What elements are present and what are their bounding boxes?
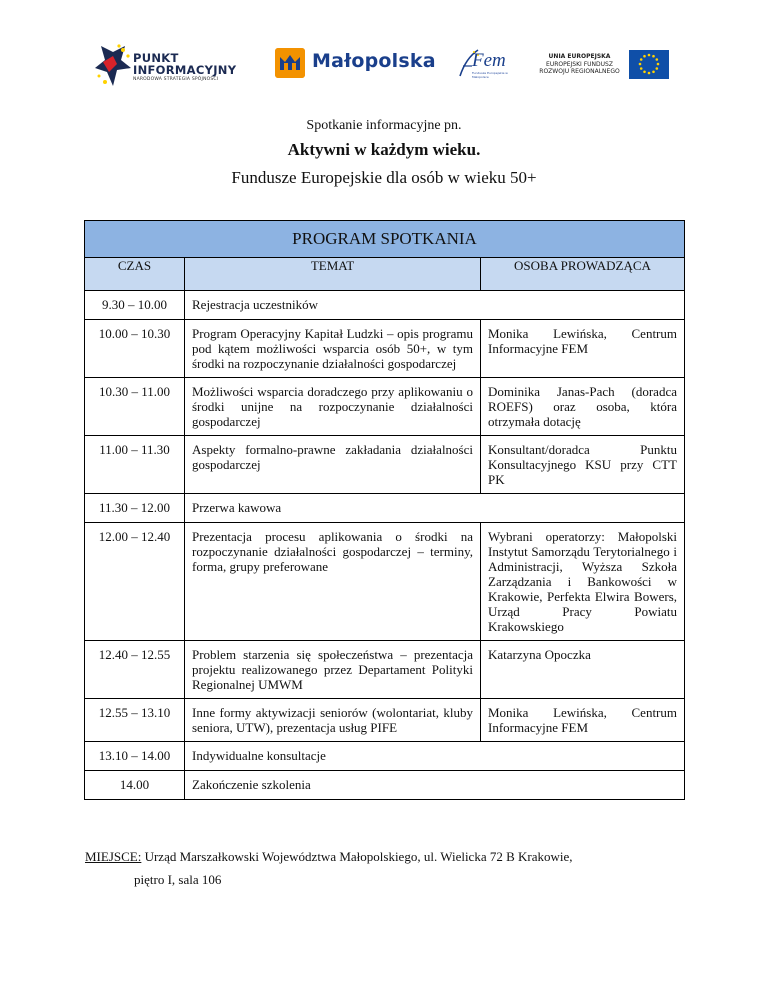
place-line xyxy=(85,849,573,865)
row-topic: Problem starzenia się społeczeństwa – prezentacja projektu realizowanego przez Departament Polityki Regionalnej UMWM xyxy=(185,641,481,699)
fem-name: Fem xyxy=(472,50,506,71)
header-person: OSOBA PROWADZĄCA xyxy=(481,258,685,291)
row-time: 13.10 – 14.00 xyxy=(85,742,185,771)
row-person: Konsultant/doradca Punktu Konsultacyjnego KSU przy CTT PK xyxy=(481,436,685,494)
ue-line3: ROZWOJU REGIONALNEGO xyxy=(539,68,620,75)
row-time: 12.00 – 12.40 xyxy=(85,523,185,641)
row-time: 9.30 – 10.00 xyxy=(85,291,185,320)
row-topic: Prezentacja procesu aplikowania o środki na rozpoczynanie działalności gospodarczej – terminy, forma, grupy preferowane xyxy=(185,523,481,641)
malopolska-logo xyxy=(275,48,435,82)
table-row xyxy=(85,523,685,641)
place-address: Urząd Marszałkowski Województwa Małopolskiego, ul. Wielicka 72 B Krakowie, xyxy=(141,849,573,864)
table-row xyxy=(85,436,685,494)
punkt-line1: PUNKT xyxy=(133,51,179,65)
row-topic: Zakończenie szkolenia xyxy=(185,771,685,800)
event-subtitle: Fundusze Europejskie dla osób w wieku 50+ xyxy=(231,168,537,187)
table-row xyxy=(85,320,685,378)
row-person: Monika Lewińska, Centrum Informacyjne FEM xyxy=(481,699,685,742)
row-topic: Możliwości wsparcia doradczego przy aplikowaniu o środki unijne na rozpoczynanie działalności gospodarczej xyxy=(185,378,481,436)
table-row xyxy=(85,641,685,699)
punkt-informacyjny-logo xyxy=(95,42,245,90)
table-row xyxy=(85,699,685,742)
crown-icon xyxy=(275,48,305,78)
star-flag-icon xyxy=(95,42,135,90)
place-room: piętro I, sala 106 xyxy=(134,872,222,887)
table-row xyxy=(85,742,685,771)
logo-bar xyxy=(0,40,768,95)
table-row xyxy=(85,771,685,800)
row-person: Dominika Janas-Pach (doradca ROEFS) oraz osoba, która otrzymała dotację xyxy=(481,378,685,436)
row-time: 14.00 xyxy=(85,771,185,800)
table-row xyxy=(85,291,685,320)
ue-line1: UNIA EUROPEJSKA xyxy=(548,53,611,60)
row-time: 10.30 – 11.00 xyxy=(85,378,185,436)
row-topic: Indywidualne konsultacje xyxy=(185,742,685,771)
place-label: MIEJSCE: xyxy=(85,849,142,864)
table-row xyxy=(85,494,685,523)
fem-logo xyxy=(458,46,518,86)
row-time: 12.40 – 12.55 xyxy=(85,641,185,699)
row-topic: Program Operacyjny Kapitał Ludzki – opis programu pod kątem możliwości wsparcia osób 50+, w tym środki na rozpoczynanie działalności gospodarczej xyxy=(185,320,481,378)
row-topic: Inne formy aktywizacji seniorów (wolontariat, kluby seniora, UTW), prezentacja usług PIFE xyxy=(185,699,481,742)
program-banner: PROGRAM SPOTKANIA xyxy=(85,221,685,258)
row-time: 12.55 – 13.10 xyxy=(85,699,185,742)
table-header-row xyxy=(85,258,685,291)
table-body xyxy=(85,291,685,800)
row-time: 11.30 – 12.00 xyxy=(85,494,185,523)
eu-flag-icon xyxy=(629,50,669,79)
row-person: Katarzyna Opoczka xyxy=(481,641,685,699)
row-time: 11.00 – 11.30 xyxy=(85,436,185,494)
eu-logo xyxy=(532,50,672,82)
header-time: CZAS xyxy=(85,258,185,291)
header-topic: TEMAT xyxy=(185,258,481,291)
row-person: Wybrani operatorzy: Małopolski Instytut Samorządu Terytorialnego i Administracji, Wyższa Szkoła Zarządzania i Bankowości w Krakowie, Perfekta Elwira Bowers, Urząd Pracy Powiatu Krakowskiego xyxy=(481,523,685,641)
intro-text: Spotkanie informacyjne pn. xyxy=(306,118,462,133)
row-topic: Rejestracja uczestników xyxy=(185,291,685,320)
row-person: Monika Lewińska, Centrum Informacyjne FEM xyxy=(481,320,685,378)
punkt-line3: NARODOWA STRATEGIA SPÓJNOŚCI xyxy=(133,77,219,82)
ue-line2: EUROPEJSKI FUNDUSZ xyxy=(546,60,613,68)
program-table xyxy=(84,220,685,800)
row-time: 10.00 – 10.30 xyxy=(85,320,185,378)
row-topic: Aspekty formalno-prawne zakładania działalności gospodarczej xyxy=(185,436,481,494)
punkt-line2: INFORMACYJNY xyxy=(133,63,237,77)
row-topic: Przerwa kawowa xyxy=(185,494,685,523)
malopolska-name: Małopolska xyxy=(312,50,436,72)
event-title: Aktywni w każdym wieku. xyxy=(287,140,481,159)
table-row xyxy=(85,378,685,436)
fem-subtitle: Fundusze Europejskie w Małopolsce xyxy=(472,71,508,79)
